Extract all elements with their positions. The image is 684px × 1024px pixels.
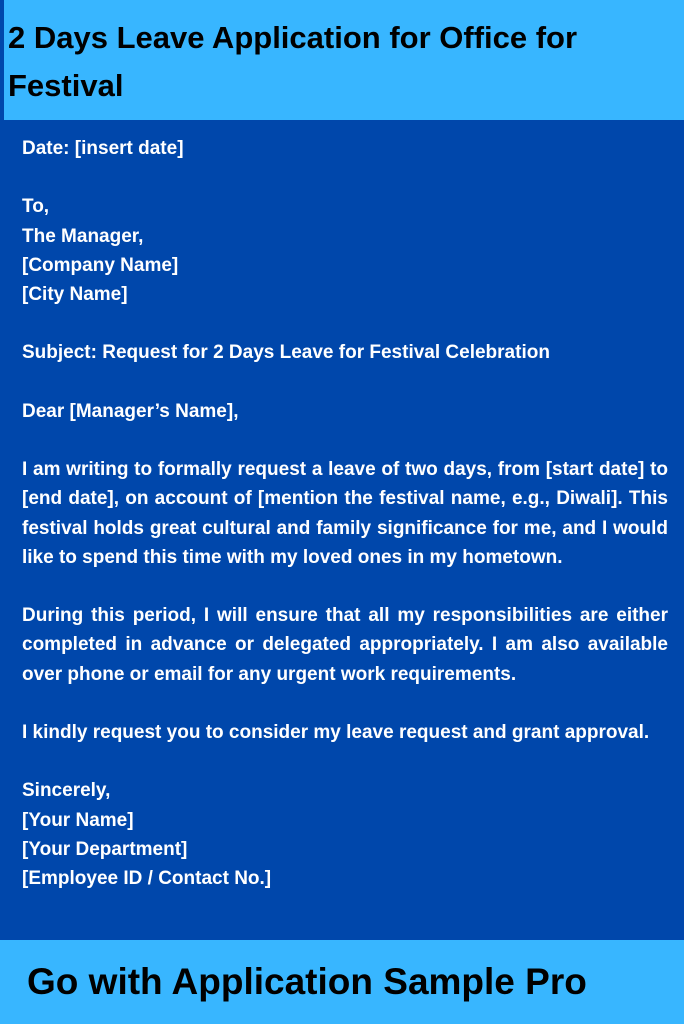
letter-paragraph: I kindly request you to consider my leave request and grant approval.: [22, 721, 650, 743]
recipient-line: To,: [22, 196, 50, 218]
letter-body: [22, 134, 668, 893]
closing-line: [Your Name]: [22, 809, 134, 831]
letter-salutation: Dear [Manager’s Name],: [22, 400, 239, 422]
closing-line: [Employee ID / Contact No.]: [22, 867, 272, 889]
letter-subject: Subject: Request for 2 Days Leave for Festival Celebration: [22, 342, 550, 364]
recipient-block: [22, 192, 668, 309]
recipient-line: [City Name]: [22, 284, 128, 305]
brand-text: Go with Application Sample Pro: [27, 961, 587, 1002]
title-banner: [0, 0, 684, 120]
closing-block: [22, 776, 668, 893]
letter-date: Date: [insert date]: [22, 138, 184, 159]
footer-banner: [0, 940, 684, 1024]
recipient-line: The Manager,: [22, 225, 144, 247]
letter-paragraph: During this period, I will ensure that all my responsibilities are either completed in advance or delegated appropriately. I am also available over phone or email for any urgent work requirements.: [22, 605, 668, 685]
closing-line: [Your Department]: [22, 838, 188, 860]
closing-line: Sincerely,: [22, 780, 111, 802]
recipient-line: [Company Name]: [22, 254, 179, 276]
letter-paragraph: I am writing to formally request a leave of two days, from [start date] to [end date], on account of [mention the festival name, e.g., Diwali]. This festival holds great cultural and family significance for me, and I would like to spend this time with my loved ones in my hometown.: [22, 459, 668, 568]
page-title: 2 Days Leave Application for Office for Festival: [8, 20, 578, 103]
spacer: [22, 309, 668, 338]
